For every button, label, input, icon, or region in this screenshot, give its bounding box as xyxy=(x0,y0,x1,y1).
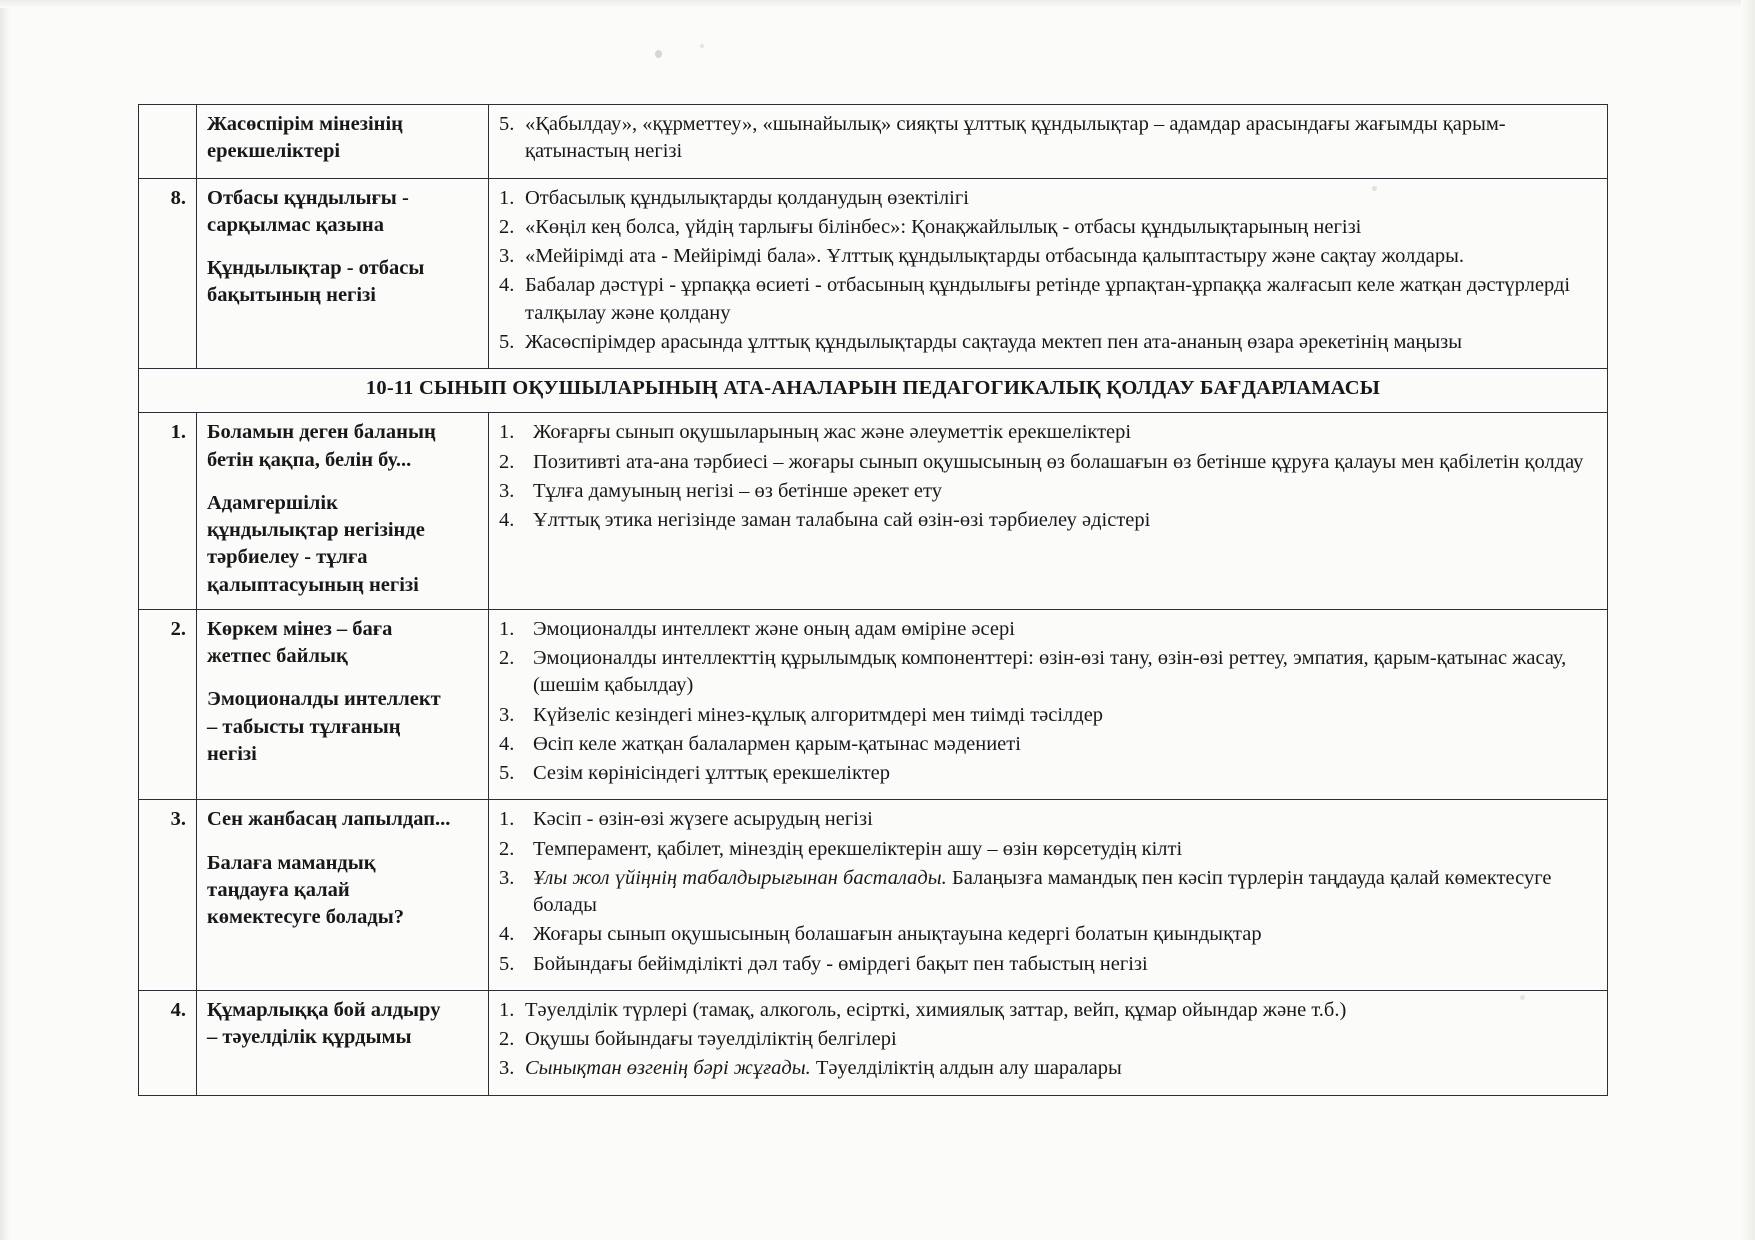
list-marker: 2. xyxy=(499,1028,515,1050)
list-marker: 4. xyxy=(499,274,515,297)
list-item xyxy=(499,243,1597,270)
theme-gap xyxy=(207,474,478,490)
theme-line: жетпес байлық xyxy=(207,645,348,667)
row-number: 2. xyxy=(139,609,197,800)
list-text: Эмоционалды интеллект және оның адам өміріне әсері xyxy=(533,617,1015,640)
theme-line: – тәуелділік құрдымы xyxy=(207,1026,412,1048)
list-text-italic: Ұлы жол үйіңнің табалдырығынан басталады. xyxy=(533,866,947,889)
theme-line: Балаға мамандық xyxy=(207,851,376,874)
theme-line: Боламын деген баланың xyxy=(207,421,436,444)
theme-line: таңдауға қалай xyxy=(207,878,350,901)
list-text: Эмоционалды интеллекттің құрылымдық компоненттері: өзін-өзі тану, өзін-өзі реттеу, эмпатия, қарым-қатынас жасау, (шешім қабылдау) xyxy=(533,647,1567,697)
row-content xyxy=(489,990,1608,1095)
list-item xyxy=(499,1055,1597,1082)
theme-line: көмектесуге болады? xyxy=(207,906,405,928)
list-text: Бойындағы бейімділікті дәл табу - өмірдегі бақыт пен табыстың негізі xyxy=(533,952,1148,975)
theme-line: Құмарлыққа бой алдыру xyxy=(207,998,441,1021)
theme-line: сарқылмас қазына xyxy=(207,213,384,236)
table-row xyxy=(139,990,1608,1095)
list-item xyxy=(499,272,1597,327)
theme-gap xyxy=(207,834,478,850)
list-marker: 5. xyxy=(499,762,515,784)
row-content xyxy=(489,800,1608,991)
table-row xyxy=(139,609,1608,800)
list-text: Кәсіп - өзін-өзі жүзеге асырудың негізі xyxy=(533,808,873,831)
list-marker: 2. xyxy=(499,215,515,238)
list-item xyxy=(499,760,1597,787)
page-edge-left xyxy=(0,0,10,1240)
theme-line: – табысты тұлғаның xyxy=(207,715,401,738)
page-edge-top xyxy=(0,0,1755,8)
row-number: 1. xyxy=(139,413,197,610)
list-item xyxy=(499,449,1597,476)
list-marker: 5. xyxy=(499,952,515,975)
table-row xyxy=(139,800,1608,991)
content-list xyxy=(499,616,1597,788)
list-marker: 1. xyxy=(499,617,515,640)
list-item xyxy=(499,419,1597,446)
list-marker: 2. xyxy=(499,647,515,669)
list-item xyxy=(499,111,1597,166)
list-marker: 2. xyxy=(499,450,515,473)
list-marker: 3. xyxy=(499,866,515,889)
list-marker: 3. xyxy=(499,479,515,502)
program-table xyxy=(138,104,1608,1096)
theme-line: ерекшеліктері xyxy=(207,140,341,163)
content-list xyxy=(499,111,1597,166)
table-row xyxy=(139,413,1608,610)
theme-line: құндылықтар негізінде xyxy=(207,519,425,541)
list-marker: 1. xyxy=(499,998,515,1021)
list-marker: 2. xyxy=(499,837,515,860)
theme-line: Сен жанбасаң лапылдап... xyxy=(207,808,451,831)
row-number xyxy=(139,105,197,179)
list-item xyxy=(499,214,1597,241)
theme-line: бетін қақпа, белін бу... xyxy=(207,448,412,471)
list-marker: 4. xyxy=(499,732,515,755)
list-marker: 3. xyxy=(499,245,515,267)
list-item xyxy=(499,921,1597,948)
theme-gap xyxy=(207,239,478,255)
row-number: 8. xyxy=(139,178,197,369)
row-theme xyxy=(197,609,489,800)
theme-line: Көркем мінез – баға xyxy=(207,617,393,640)
row-number: 3. xyxy=(139,800,197,991)
page-edge-right xyxy=(1741,0,1755,1240)
table-row xyxy=(139,178,1608,369)
list-text: «Мейірімді ата - Мейірімді бала». Ұлттық құндылықтарды отбасында қалыптастыру және сақтау жолдары. xyxy=(525,245,1465,267)
list-item xyxy=(499,806,1597,833)
theme-line: Отбасы құндылығы - xyxy=(207,186,409,209)
list-item xyxy=(499,507,1597,534)
list-item xyxy=(499,645,1597,700)
row-number: 4. xyxy=(139,990,197,1095)
program-banner-title: 10-11 СЫНЫП ОҚУШЫЛАРЫНЫҢ АТА-АНАЛАРЫН ПЕДАГОГИКАЛЫҚ ҚОЛДАУ БАҒДАРЛАМАСЫ xyxy=(139,369,1608,413)
list-item xyxy=(499,731,1597,758)
theme-line: Эмоционалды интеллект xyxy=(207,688,441,711)
theme-line: тәрбиелеу - тұлға xyxy=(207,546,368,569)
list-text: Оқушы бойындағы тәуелділіктің белгілері xyxy=(525,1028,897,1050)
list-text: Күйзеліс кезіндегі мінез-құлық алгоритмдері мен тиімді тәсілдер xyxy=(533,703,1104,726)
content-list xyxy=(499,806,1597,978)
list-text-italic: Сынықтан өзгенің бәрі жұғады. xyxy=(525,1057,811,1080)
theme-gap xyxy=(207,670,478,686)
theme-line: Жасөспірім мінезінің xyxy=(207,113,403,135)
theme-line: бақытының негізі xyxy=(207,284,376,307)
row-theme xyxy=(197,178,489,369)
list-marker: 4. xyxy=(499,923,515,946)
table-banner-row xyxy=(139,369,1608,413)
scan-speck xyxy=(700,44,704,48)
row-content xyxy=(489,105,1608,179)
list-item xyxy=(499,836,1597,863)
list-item xyxy=(499,478,1597,505)
list-item xyxy=(499,329,1597,356)
table-row xyxy=(139,105,1608,179)
list-marker: 5. xyxy=(499,330,515,353)
theme-line: негізі xyxy=(207,742,257,765)
theme-line: қалыптасуының негізі xyxy=(207,573,419,596)
list-marker: 3. xyxy=(499,703,515,726)
list-text: Жасөспірімдер арасында ұлттық құндылықтарды сақтауда мектеп пен ата-ананың өзара әрекетінің маңызы xyxy=(525,330,1463,353)
list-item xyxy=(499,616,1597,643)
content-list xyxy=(499,997,1597,1083)
list-text: Сезім көрінісіндегі ұлттық ерекшеліктер xyxy=(533,762,890,784)
list-text: Тәуелділіктің алдын алу шаралары xyxy=(810,1057,1122,1080)
row-content xyxy=(489,609,1608,800)
list-text: Отбасылық құндылықтарды қолданудың өзектілігі xyxy=(525,186,969,209)
row-content xyxy=(489,178,1608,369)
list-text: «Көңіл кең болса, үйдің тарлығы білінбес»: Қонақжайлылық - отбасы құндылықтарының негізі xyxy=(525,215,1362,238)
list-text: Позитивті ата-ана тәрбиесі – жоғары сынып оқушысының өз болашағын өз бетінше құруға қалауы мен қабілетін қолдау xyxy=(533,450,1584,473)
list-item xyxy=(499,1026,1597,1053)
list-text: Ұлттық этика негізінде заман талабына сай өзін-өзі тәрбиелеу әдістері xyxy=(533,509,1151,531)
list-text: Тұлға дамуының негізі – өз бетінше әрекет ету xyxy=(533,479,942,502)
row-theme xyxy=(197,990,489,1095)
list-marker: 1. xyxy=(499,421,515,444)
scan-speck xyxy=(655,50,662,58)
list-text: Балаңызға мамандық пен кәсіп түрлерін таңдауда қалай көмектесуге болады xyxy=(533,866,1552,916)
list-text: Өсіп келе жатқан балалармен қарым-қатынас мәдениеті xyxy=(533,732,1021,755)
list-text: Тәуелділік түрлері (тамақ, алкоголь, есірткі, химиялық заттар, вейп, құмар ойындар және т.б.) xyxy=(525,998,1347,1021)
list-marker: 1. xyxy=(499,808,515,831)
list-text: Темперамент, қабілет, мінездің ерекшеліктерін ашу – өзін көрсетудің кілті xyxy=(533,837,1183,860)
theme-line: Құндылықтар - отбасы xyxy=(207,257,425,279)
list-marker: 3. xyxy=(499,1057,515,1080)
list-marker: 4. xyxy=(499,509,515,531)
theme-line: Адамгершілік xyxy=(207,491,338,514)
row-theme xyxy=(197,105,489,179)
list-item xyxy=(499,185,1597,212)
list-item xyxy=(499,951,1597,978)
list-text: Бабалар дәстүрі - ұрпаққа өсиеті - отбасының құндылығы ретінде ұрпақтан-ұрпаққа жалғасып келе жатқан дәстүрлерді талқылау және қолдану xyxy=(525,274,1571,324)
list-text: Жоғары сынып оқушысының болашағын анықтауына кедергі болатын қиындықтар xyxy=(533,923,1262,946)
list-item xyxy=(499,865,1597,920)
list-text: Жоғарғы сынып оқушыларының жас және әлеуметтік ерекшеліктері xyxy=(533,421,1132,444)
list-item xyxy=(499,997,1597,1024)
list-marker: 5. xyxy=(499,113,515,135)
row-theme xyxy=(197,800,489,991)
row-theme xyxy=(197,413,489,610)
list-text: «Қабылдау», «құрметтеу», «шынайылық» сияқты ұлттық құндылықтар – адамдар арасындағы жағымды қарым-қатынастың негізі xyxy=(525,113,1506,163)
content-list xyxy=(499,185,1597,357)
list-item xyxy=(499,702,1597,729)
program-table-container xyxy=(138,104,1608,1096)
row-content xyxy=(489,413,1608,610)
content-list xyxy=(499,419,1597,534)
list-marker: 1. xyxy=(499,186,515,209)
